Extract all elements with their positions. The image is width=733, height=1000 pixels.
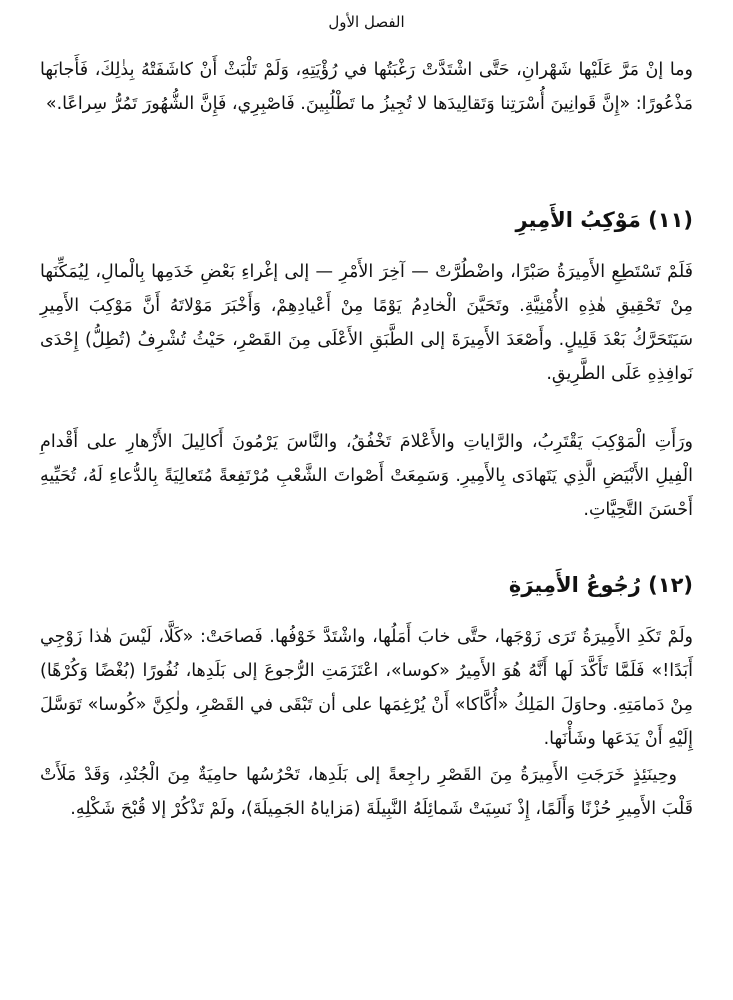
- paragraph-procession-2: ورَأَتِ الْمَوْكِبَ يَقْتَرِبُ، والرَّاياتِ والأَعْلامَ تَخْفُقُ، والنَّاسَ يَرْمُونَ أَكالِيلَ الأَزْهارِ على أَقْدامِ الْفِيلِ الأَبْيَضِ الَّذِي يَتَهادَى بِالأَمِيرِ. وَسَمِعَتْ أَصْواتَ الشَّعْبِ مُرْتَفِعةً مُتَعالِيَةً بِالدُّعاءِ لَهُ، تُحَيِّيهِ أَحْسَنَ التَّحِيَّاتِ.: [40, 432, 693, 520]
- running-head: الفصل الأول: [328, 13, 405, 31]
- section-heading-11: (١١) مَوْكِبُ الأَمِيرِ: [515, 208, 693, 232]
- paragraph-return-2: وحِينَئِذٍ خَرَجَتِ الأَمِيرَةُ مِنَ القَصْرِ راجِعةً إلى بَلَدِها، تَحْرُسُها حامِيَةٌ مِنَ الْجُنْدِ، وَقَدْ مَلَأَتْ قَلْبَ الأَمِيرِ حُزْنًا وَأَلَمًا، إِذْ نَسِيَتْ شَمائِلَهُ النَّبِيلَةَ (مَزاياهُ الجَمِيلَةَ)، ولَمْ تَذْكُرْ إلا قُبْحَ شَكْلِهِ.: [40, 765, 693, 819]
- paragraph-return-1: ولَمْ تَكَدِ الأَمِيرَةُ تَرَى زَوْجَها، حتَّى خابَ أَمَلُها، واشْتَدَّ خَوْفُها. فَصاحَتْ: «كَلَّا، لَيْسَ هٰذا زَوْجِي أَبَدًا!» فَلَمَّا تَأَكَّدَ لَها أَنَّهُ هُوَ الأَمِيرُ «كوسا»، اعْتَزَمَتِ الرُّجوعَ إلى بَلَدِها، نُفُورًا (بُغْضًا وَكُرْهًا) مِنْ دَمامَتِهِ. وحاوَلَ المَلِكُ «أُكَّاكا» أَنْ يُرْغِمَها على أن تَبْقَى في القَصْرِ، ولٰكِنَّ «كُوسا» تَوَسَّلَ إِلَيْهِ أَنْ يَدَعَها وشَأْنَها.: [40, 627, 693, 749]
- paragraph-procession-1: فَلَمْ تَسْتَطِعِ الأَمِيرَةُ صَبْرًا، واضْطُرَّتْ — آخِرَ الأَمْرِ — إلى إغْراءِ بَعْضِ خَدَمِها بِالْمالِ، لِيُمَكِّنَها مِنْ تَحْقِيقِ هٰذِهِ الأُمْنِيَّةِ. وتَحَيَّنَ الْخادِمُ يَوْمًا مِنْ أَعْيادِهِمْ، وَأَخْبَرَ مَوْلاتَهُ أَنَّ مَوْكِبَ الأَمِيرِ سَيَتَحَرَّكُ بَعْدَ قَلِيلٍ. وأَصْعَدَ الأَمِيرَةَ إلى الطَّبَقِ الأَعْلَى مِنَ القَصْرِ، حَيْثُ تُشْرِفُ (تُطِلُّ) إِحْدَى نَوافِذِهِ عَلَى الطَّرِيقِ.: [40, 262, 693, 384]
- section-heading-12: (١٢) رُجُوعُ الأَمِيرَةِ: [508, 573, 693, 597]
- paragraph-intro: وما إنْ مَرَّ عَلَيْها شَهْرانِ، حَتَّى اشْتَدَّتْ رَغْبَتُها في رُؤْيَتِهِ، وَلَمْ تَلْبَثْ أَنْ كاشَفَتْهُ بِذٰلِكَ، فَأَجابَها مَذْعُورًا: «إِنَّ قَوانِينَ أُسْرَتِنا وَتَقالِيدَها لا تُجِيزُ ما تَطْلُبِينَ. فَاصْبِرِي، فَإِنَّ الشُّهُورَ تَمُرُّ سِراعًا.»: [40, 60, 693, 114]
